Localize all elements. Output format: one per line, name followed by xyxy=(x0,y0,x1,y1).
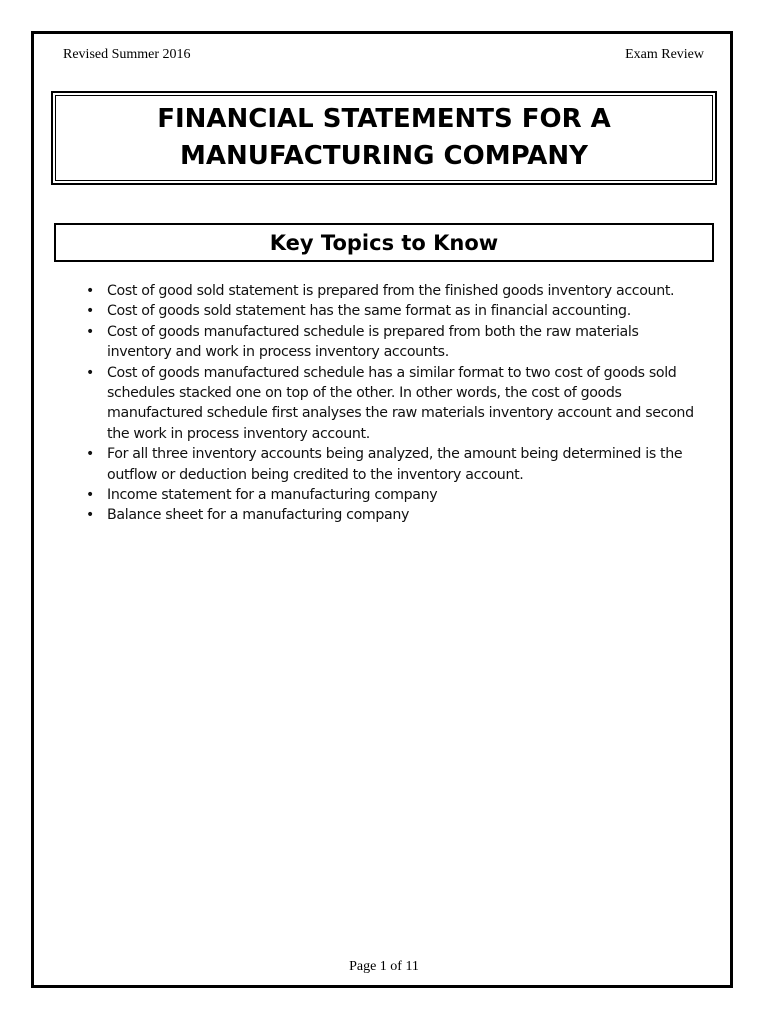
bullet-icon: • xyxy=(86,487,94,504)
topic-text: Cost of goods manufactured schedule is prepared from both the raw materials inventory and work in process inventory accounts. xyxy=(107,323,639,361)
topic-text: Cost of goods sold statement has the same format as in financial accounting. xyxy=(107,303,631,320)
section-title: Key Topics to Know xyxy=(269,230,499,255)
list-item xyxy=(86,485,706,505)
list-item xyxy=(86,281,706,301)
bullet-icon: • xyxy=(86,323,94,340)
section-heading-box xyxy=(54,223,714,262)
bullet-icon: • xyxy=(86,364,94,381)
list-item xyxy=(86,301,706,321)
bullet-icon: • xyxy=(86,283,94,299)
title-line-2: MANUFACTURING COMPANY xyxy=(180,141,588,171)
topics-list xyxy=(86,281,706,526)
bullet-icon: • xyxy=(86,507,94,524)
title-line-1: FINANCIAL STATEMENTS FOR A xyxy=(157,104,611,134)
list-item xyxy=(86,444,706,485)
bullet-icon: • xyxy=(86,446,94,463)
topic-text: Balance sheet for a manufacturing company xyxy=(107,507,410,524)
topic-text: Cost of goods manufactured schedule has a similar format to two cost of goods sold schedules stacked one on top of the other. In other words, the cost of goods manufactured schedule first analyses the raw materials inventory account and second the work in process inventory account. xyxy=(107,364,694,442)
title-box xyxy=(51,91,717,185)
list-item xyxy=(86,322,706,363)
topic-text: For all three inventory accounts being analyzed, the amount being determined is the outflow or deduction being credited to the inventory account. xyxy=(107,446,683,483)
list-item xyxy=(86,505,706,525)
header-revision: Revised Summer 2016 xyxy=(63,47,191,62)
topic-text: Cost of good sold statement is prepared from the finished goods inventory account. xyxy=(107,283,675,299)
list-item xyxy=(86,363,706,445)
header-doc-type: Exam Review xyxy=(625,47,704,62)
bullet-icon: • xyxy=(86,303,94,320)
document-title xyxy=(157,101,611,175)
topic-text: Income statement for a manufacturing company xyxy=(107,487,438,504)
page-number: Page 1 of 11 xyxy=(349,959,419,974)
title-box-inner xyxy=(55,95,713,181)
